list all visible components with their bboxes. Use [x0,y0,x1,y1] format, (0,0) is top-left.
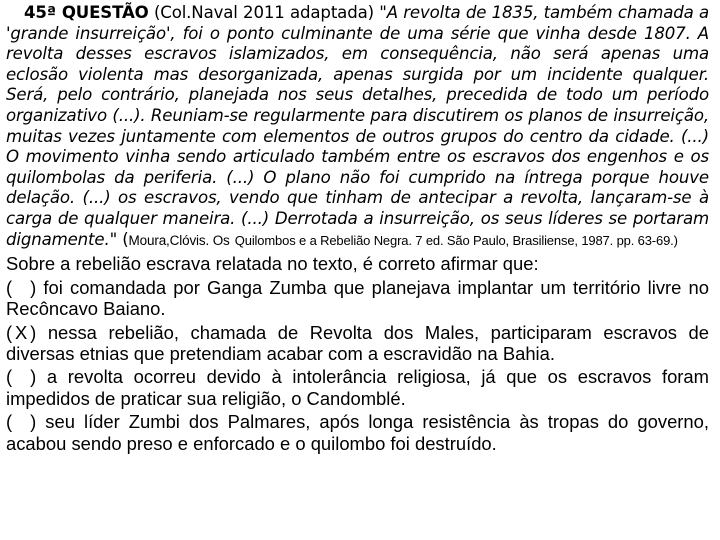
question-source: (Col.Naval 2011 adaptada) " [153,3,387,22]
option-2-paren-close: ) [30,321,37,343]
option-2-mark-box[interactable] [6,322,36,343]
option-1 [6,277,709,320]
question-quote: A revolta de 1835, também chamada a 'grande insurreição', foi o ponto culminante de uma série que vinha desde 1807. A revolta desses escravos islamizados, em consequência, não será apenas uma eclosão violenta mas desorganizada, apenas surgida por um incidente qualquer. Será, pelo contrário, planejada nos seus detalhes, precedida de todo um período organizativo (...). Reuniam-se regularmente para discutirem os planos de insurreição, muitas vezes juntamente com elementos de outros grupos do centro da cidade. (...) O movimento vinha sendo articulado também entre os escravos dos engenhos e os quilombolas da periferia. (...) O plano não foi cumprido na íntrega porque houve delação. (...) os escravos, vendo que tinham de antecipar a revolta, lançaram-se à carga de qualquer maneira. (...) Derrotada a insurreição, os seus líderes se portaram dignamente. [6,3,709,249]
option-2-paren-open: ( [6,321,13,343]
citation-start: Moura,Clóvis. Os [128,232,230,248]
option-4-mark-box[interactable] [6,411,36,432]
citation-rest: Quilombos e a Rebelião Negra. 7 ed. São Paulo, Brasiliense, 1987. pp. 63-69.) [234,232,678,248]
option-1-text: foi comandada por Ganga Zumba que planejava implantar um território livre no Recôncavo Baiano. [6,276,709,320]
option-3 [6,366,709,409]
option-4-paren-open: ( [6,411,13,433]
option-2 [6,322,709,365]
option-3-mark-box[interactable] [6,366,36,387]
option-3-text: a revolta ocorreu devido à intolerância religiosa, já que os escravos foram impedidos de praticar sua religião, o Candomblé. [6,366,709,409]
question-number: 45ª QUESTÃO [24,3,149,22]
option-1-mark-box[interactable] [6,277,36,298]
option-4 [6,411,709,454]
question-text [6,0,709,250]
option-3-paren-open: ( [6,366,13,388]
option-3-paren-close: ) [30,366,37,388]
question-prompt: Sobre a rebelião escrava relatada no texto, é correto afirmar que: [6,253,539,275]
option-4-paren-close: ) [30,411,37,433]
option-1-paren-open: ( [6,276,13,298]
option-4-text: seu líder Zumbi dos Palmares, após longa resistência às tropas do governo, acabou sendo preso e enforcado e o quilombo foi destruído. [6,411,709,454]
question-document [6,0,709,454]
option-2-mark: X [14,321,28,343]
quote-close: " ( [109,229,129,249]
question-head [6,3,387,22]
option-1-paren-close: ) [30,276,37,298]
option-2-text: nessa rebelião, chamada de Revolta dos Males, participaram escravos de diversas etnias que pretendiam acabar com a escravidão na Bahia. [6,321,709,364]
